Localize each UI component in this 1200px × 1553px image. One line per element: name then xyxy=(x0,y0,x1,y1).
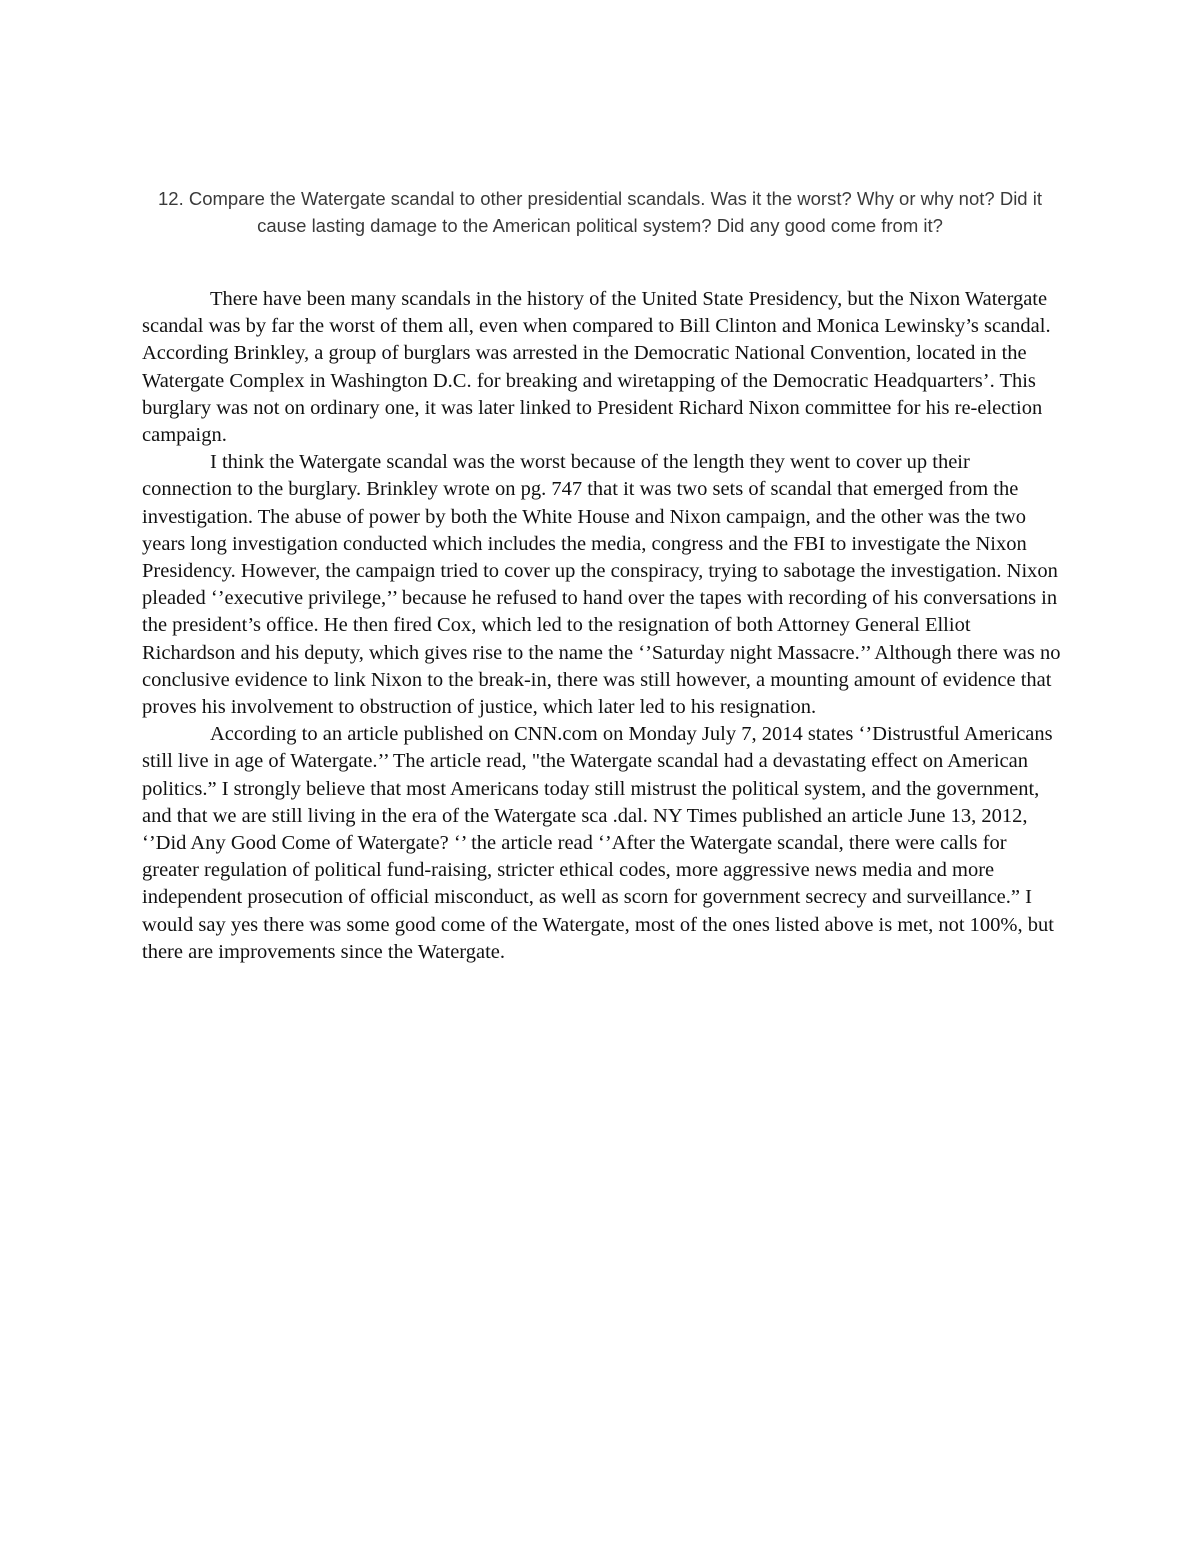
essay-body xyxy=(142,286,1062,966)
paragraph-2: I think the Watergate scandal was the worst because of the length they went to cover up their connection to the burglary. Brinkley wrote on pg. 747 that it was two sets of scandal that emerged from the investigation. The abuse of power by both the White House and Nixon campaign, and the other was the two years long investigation conducted which includes the media, congress and the FBI to investigate the Nixon Presidency. However, the campaign tried to cover up the conspiracy, trying to sabotage the investigation. Nixon pleaded ‘’executive privilege,’’ because he refused to hand over the tapes with recording of his conversations in the president’s office. He then fired Cox, which led to the resignation of both Attorney General Elliot Richardson and his deputy, which gives rise to the name the ‘’Saturday night Massacre.’’ Although there was no conclusive evidence to link Nixon to the break-in, there was still however, a mounting amount of evidence that proves his involvement to obstruction of justice, which later led to his resignation. xyxy=(142,451,1061,719)
paragraph-1: There have been many scandals in the history of the United State Presidency, but the Nixon Watergate scandal was by far the worst of them all, even when compared to Bill Clinton and Monica Lewinsky’s scandal. According Brinkley, a group of burglars was arrested in the Democratic National Convention, located in the Watergate Complex in Washington D.C. for breaking and wiretapping of the Democratic Headquarters’. This burglary was not on ordinary one, it was later linked to President Richard Nixon committee for his re-election campaign. xyxy=(142,288,1051,447)
essay-question: 12. Compare the Watergate scandal to other presidential scandals. Was it the worst? Why or why not? Did it cause lasting damage to the American political system? Did any good come from it? xyxy=(158,188,1042,236)
paragraph-3: According to an article published on CNN.com on Monday July 7, 2014 states ‘’Distrustful Americans still live in age of Watergate.’’ The article read, "the Watergate scandal had a devastating effect on American politics.” I strongly believe that most Americans today still mistrust the political system, and the government, and that we are still living in the era of the Watergate sca .dal. NY Times published an article June 13, 2012, ‘’Did Any Good Come of Watergate? ‘’ the article read ‘’After the Watergate scandal, there were calls for greater regulation of political fund-raising, stricter ethical codes, more aggressive news media and more independent prosecution of official misconduct, as well as scorn for government secrecy and surveillance.” I would say yes there was some good come of the Watergate, most of the ones listed above is met, not 100%, but there are improvements since the Watergate. xyxy=(142,723,1054,963)
